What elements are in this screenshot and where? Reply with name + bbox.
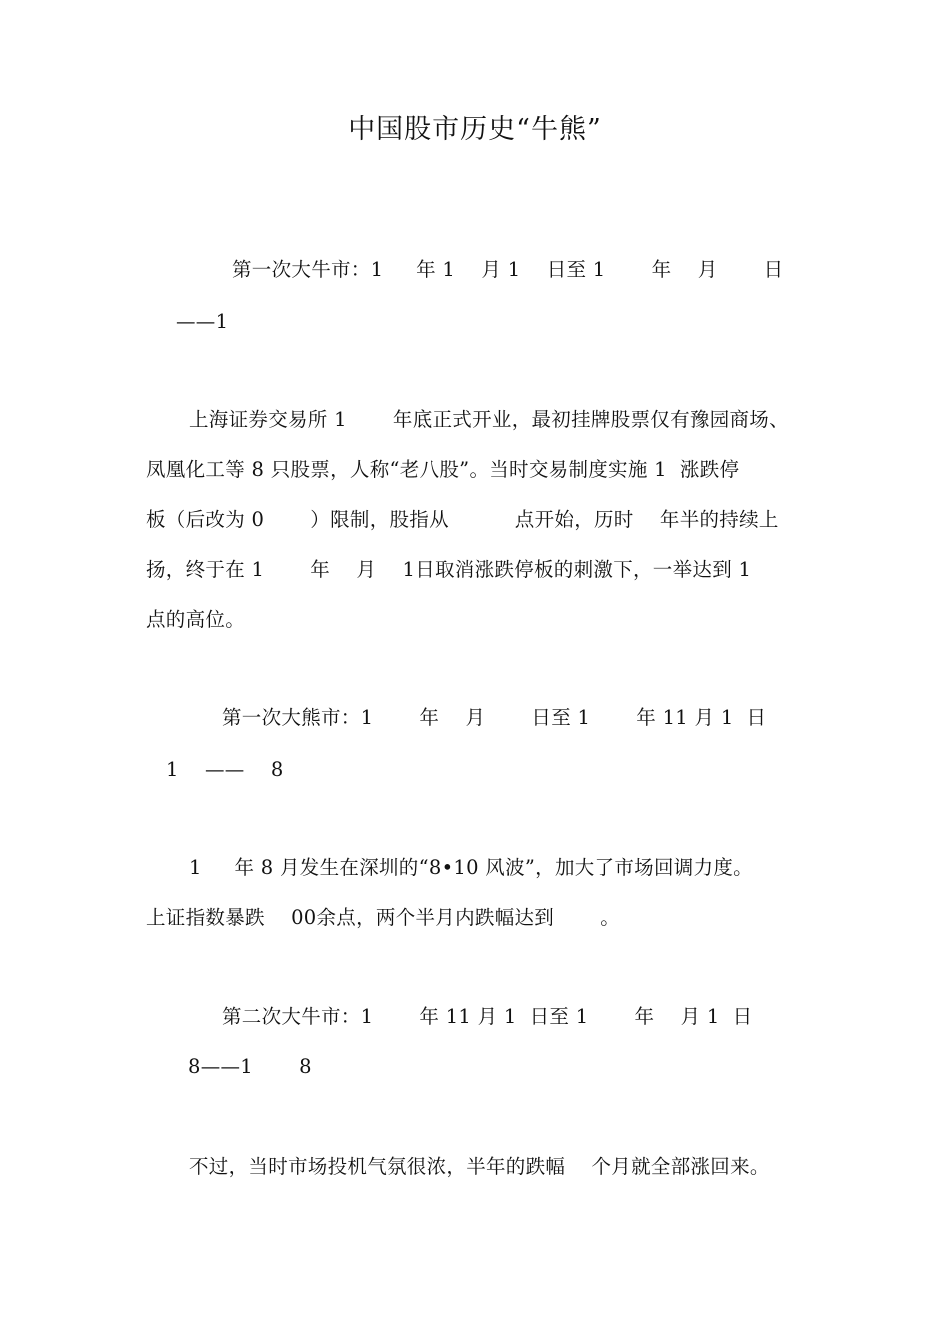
section-heading: 第一次大熊市：1 年 月 日至 1 年 11 月 1 日: [222, 706, 767, 729]
paragraph-line: 扬，终于在 1 年 月 1日取消涨跌停板的刺激下，一举达到 1: [146, 558, 752, 581]
paragraph-line: 不过，当时市场投机气氛很浓，半年的跌幅 个月就全部涨回来。: [189, 1155, 770, 1178]
paragraph-line: 点的高位。: [146, 608, 246, 631]
page-title: 中国股市历史“牛熊”: [348, 114, 602, 145]
section-heading: 第一次大牛市：1 年 1 月 1 日至 1 年 月 日: [232, 258, 784, 281]
paragraph-line: 凤凰化工等 8 只股票，人称“老八股”。当时交易制度实施 1 涨跌停: [146, 458, 740, 481]
paragraph-line: 上海证券交易所 1 年底正式开业，最初挂牌股票仅有豫园商场、: [189, 408, 789, 431]
paragraph-line: 板（后改为 0 ）限制，股指从 点开始，历时 年半的持续上: [146, 508, 779, 531]
paragraph-line: 1 年 8 月发生在深圳的“8•10 风波”，加大了市场回调力度。: [189, 856, 753, 879]
index-range: ——1: [176, 310, 229, 333]
index-range: 8——1 8: [188, 1055, 312, 1078]
paragraph-line: 上证指数暴跌 00余点，两个半月内跌幅达到 。: [146, 906, 621, 929]
index-range: 1 —— 8: [166, 758, 284, 781]
section-heading: 第二次大牛市：1 年 11 月 1 日至 1 年 月 1 日: [222, 1005, 753, 1028]
